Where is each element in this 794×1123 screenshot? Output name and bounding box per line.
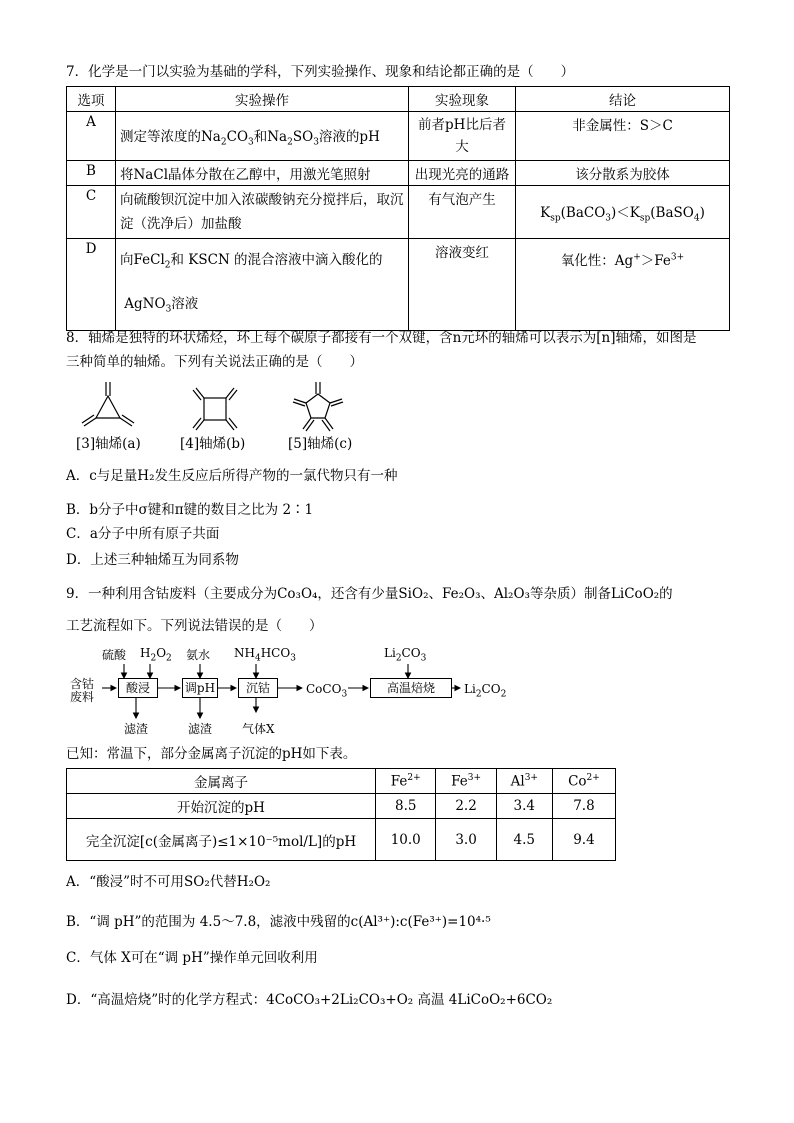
- q7-row-d-option: D: [67, 239, 116, 331]
- flow-reagent-li2co3: $Li_2CO_3$: [384, 646, 427, 664]
- flow-intermediate-coco3: CoCO$_3$: [306, 682, 348, 700]
- q7-stem: 7．化学是一门以实验为基础的学科，下列实验操作、现象和结论都正确的是（ ）: [66, 64, 575, 80]
- q9-stem-line2: 工艺流程如下。下列说法错误的是（ ）: [66, 618, 323, 634]
- q9-option-d: D．“高温焙烧”时的化学方程式：4CoCO₃+2Li₂CO₃+O₂ 高温 4LiCoO₂+6CO₂: [66, 992, 553, 1008]
- q8-option-c: C．a分子中所有原子共面: [66, 526, 220, 542]
- q7-row-c-phenomenon: 有气泡产生: [409, 186, 516, 239]
- q7-row-b-phenomenon: 出现光亮的通路: [409, 161, 516, 186]
- q7-header-conclusion: 结论: [516, 87, 730, 112]
- radialene-a-label: [3]轴烯(a): [76, 436, 141, 452]
- q7-row-b-conclusion: 该分散系为胶体: [516, 161, 730, 186]
- q7-table: [66, 86, 730, 331]
- q9-option-a: A．“酸浸”时不可用SO₂代替H₂O₂: [66, 874, 271, 890]
- flow-reagent-h2o2: $H_2O_2$: [140, 646, 172, 664]
- radialene-4-structure: [193, 388, 237, 430]
- flow-reagent-sulfuric-acid: 硫酸: [102, 648, 127, 662]
- flow-step-roasting: 高温焙烧: [370, 678, 452, 698]
- q9-stem-line1: 9．一种利用含钴废料（主要成分为Co₃O₄，还含有少量SiO₂、Fe₂O₃、Al₂O₃等杂质）制备LiCoO₂的: [66, 586, 673, 602]
- q7-row-d-phenomenon: 溶液变红: [409, 239, 516, 331]
- ph-table-cell: 10.0: [376, 819, 436, 861]
- q8-option-d: D．上述三种轴烯互为同系物: [66, 552, 239, 568]
- radialene-c-label: [5]轴烯(c): [288, 436, 353, 452]
- q7-row-a-phenomenon: 前者pH比后者大: [409, 112, 516, 161]
- q7-row-c-option: C: [67, 186, 116, 239]
- q8-stem-line1: 8．轴烯是独特的环状烯烃，环上每个碳原子都接有一个双键，含n元环的轴烯可以表示为[n]轴烯，如图是: [66, 330, 697, 346]
- process-flow-chart: [66, 640, 506, 738]
- ph-table-cell: 9.4: [552, 819, 615, 861]
- flow-product: $Li_2CO_2$: [464, 682, 507, 700]
- flow-reagent-nh4hco3: $NH_4HCO_3$: [234, 646, 296, 664]
- flow-output-residue-2: 滤渣: [188, 722, 213, 736]
- q7-row-b-option: B: [67, 161, 116, 186]
- q9-option-b: B．“调 pH”的范围为 4.5～7.8，滤液中残留的c(Al³⁺):c(Fe³⁺)=10⁴·⁵: [66, 914, 491, 930]
- ph-table-cell: 4.5: [496, 819, 552, 861]
- ph-table-row-start-label: 开始沉淀的pH: [67, 794, 376, 819]
- ph-table-cell: 7.8: [552, 794, 615, 819]
- radialene-b-label: [4]轴烯(b): [180, 436, 246, 452]
- ph-table-header-al3: $Al^{3+}$: [496, 769, 552, 794]
- ph-table-cell: 3.0: [436, 819, 496, 861]
- q7-header-option: 选项: [67, 87, 116, 112]
- ph-table-cell: 2.2: [436, 794, 496, 819]
- ph-table-cell: 3.4: [496, 794, 552, 819]
- radialene-3-structure: [82, 382, 134, 426]
- ph-table-header-fe3: $Fe^{3+}$: [436, 769, 496, 794]
- ph-table-header-fe2: $Fe^{2+}$: [376, 769, 436, 794]
- flow-output-residue-1: 滤渣: [124, 722, 149, 736]
- q7-row-b-operation: 将NaCl晶体分散在乙醇中，用激光笔照射: [116, 161, 409, 186]
- q7-header-phenomenon: 实验现象: [409, 87, 516, 112]
- ph-table-cell: 8.5: [376, 794, 436, 819]
- q7-row-d-conclusion: 氧化性：$Ag^+>Fe^{3+}$: [516, 239, 730, 331]
- q7-row-a-option: A: [67, 112, 116, 161]
- q9-ph-table: [66, 768, 616, 861]
- q8-stem-line2: 三种简单的轴烯。下列有关说法正确的是（ ）: [66, 354, 363, 370]
- q7-row-d-operation: 向FeCl$_2$和 KSCN 的混合溶液中滴入酸化的 AgNO$_3$溶液: [116, 239, 409, 331]
- q7-row-a-operation: 测定等浓度的$Na_2CO_3$和$Na_2SO_3$溶液的pH: [116, 112, 409, 161]
- ph-table-row-complete-label: 完全沉淀[c(金属离子)≤1×10⁻⁵mol/L]的pH: [67, 819, 376, 861]
- q7-row-c-conclusion: $K_{sp}(BaCO_3)<K_{sp}(BaSO_4)$: [516, 186, 730, 239]
- flow-feed-line2: 废料: [70, 690, 95, 704]
- flow-output-gas-x: 气体X: [242, 722, 275, 736]
- q8-option-a: A．c与足量H₂发生反应后所得产物的一氯代物只有一种: [66, 468, 398, 484]
- ph-table-header-co2: $Co^{2+}$: [552, 769, 615, 794]
- q7-header-operation: 实验操作: [116, 87, 409, 112]
- q8-option-b: B．b分子中σ键和π键的数目之比为 2∶1: [66, 502, 314, 518]
- ph-table-header-ion: 金属离子: [67, 769, 376, 794]
- flow-step-cobalt-precip: 沉钴: [238, 678, 278, 698]
- flow-feed-line1: 含钴: [70, 677, 95, 691]
- flow-feed: [70, 678, 94, 704]
- q7-row-c-operation: 向硫酸钡沉淀中加入浓碳酸钠充分搅拌后，取沉淀（洗净后）加盐酸: [116, 186, 409, 239]
- q7-row-a-conclusion: 非金属性：S＞C: [516, 112, 730, 161]
- flow-step-adjust-ph: 调pH: [182, 678, 218, 698]
- flow-step-acid-leach: 酸浸: [118, 678, 158, 698]
- radialene-5-structure: [293, 382, 343, 431]
- flow-reagent-ammonia: 氨水: [186, 648, 211, 662]
- q9-known: 已知：常温下，部分金属离子沉淀的pH如下表。: [66, 746, 357, 762]
- q9-option-c: C．气体 X可在“调 pH”操作单元回收利用: [66, 950, 318, 966]
